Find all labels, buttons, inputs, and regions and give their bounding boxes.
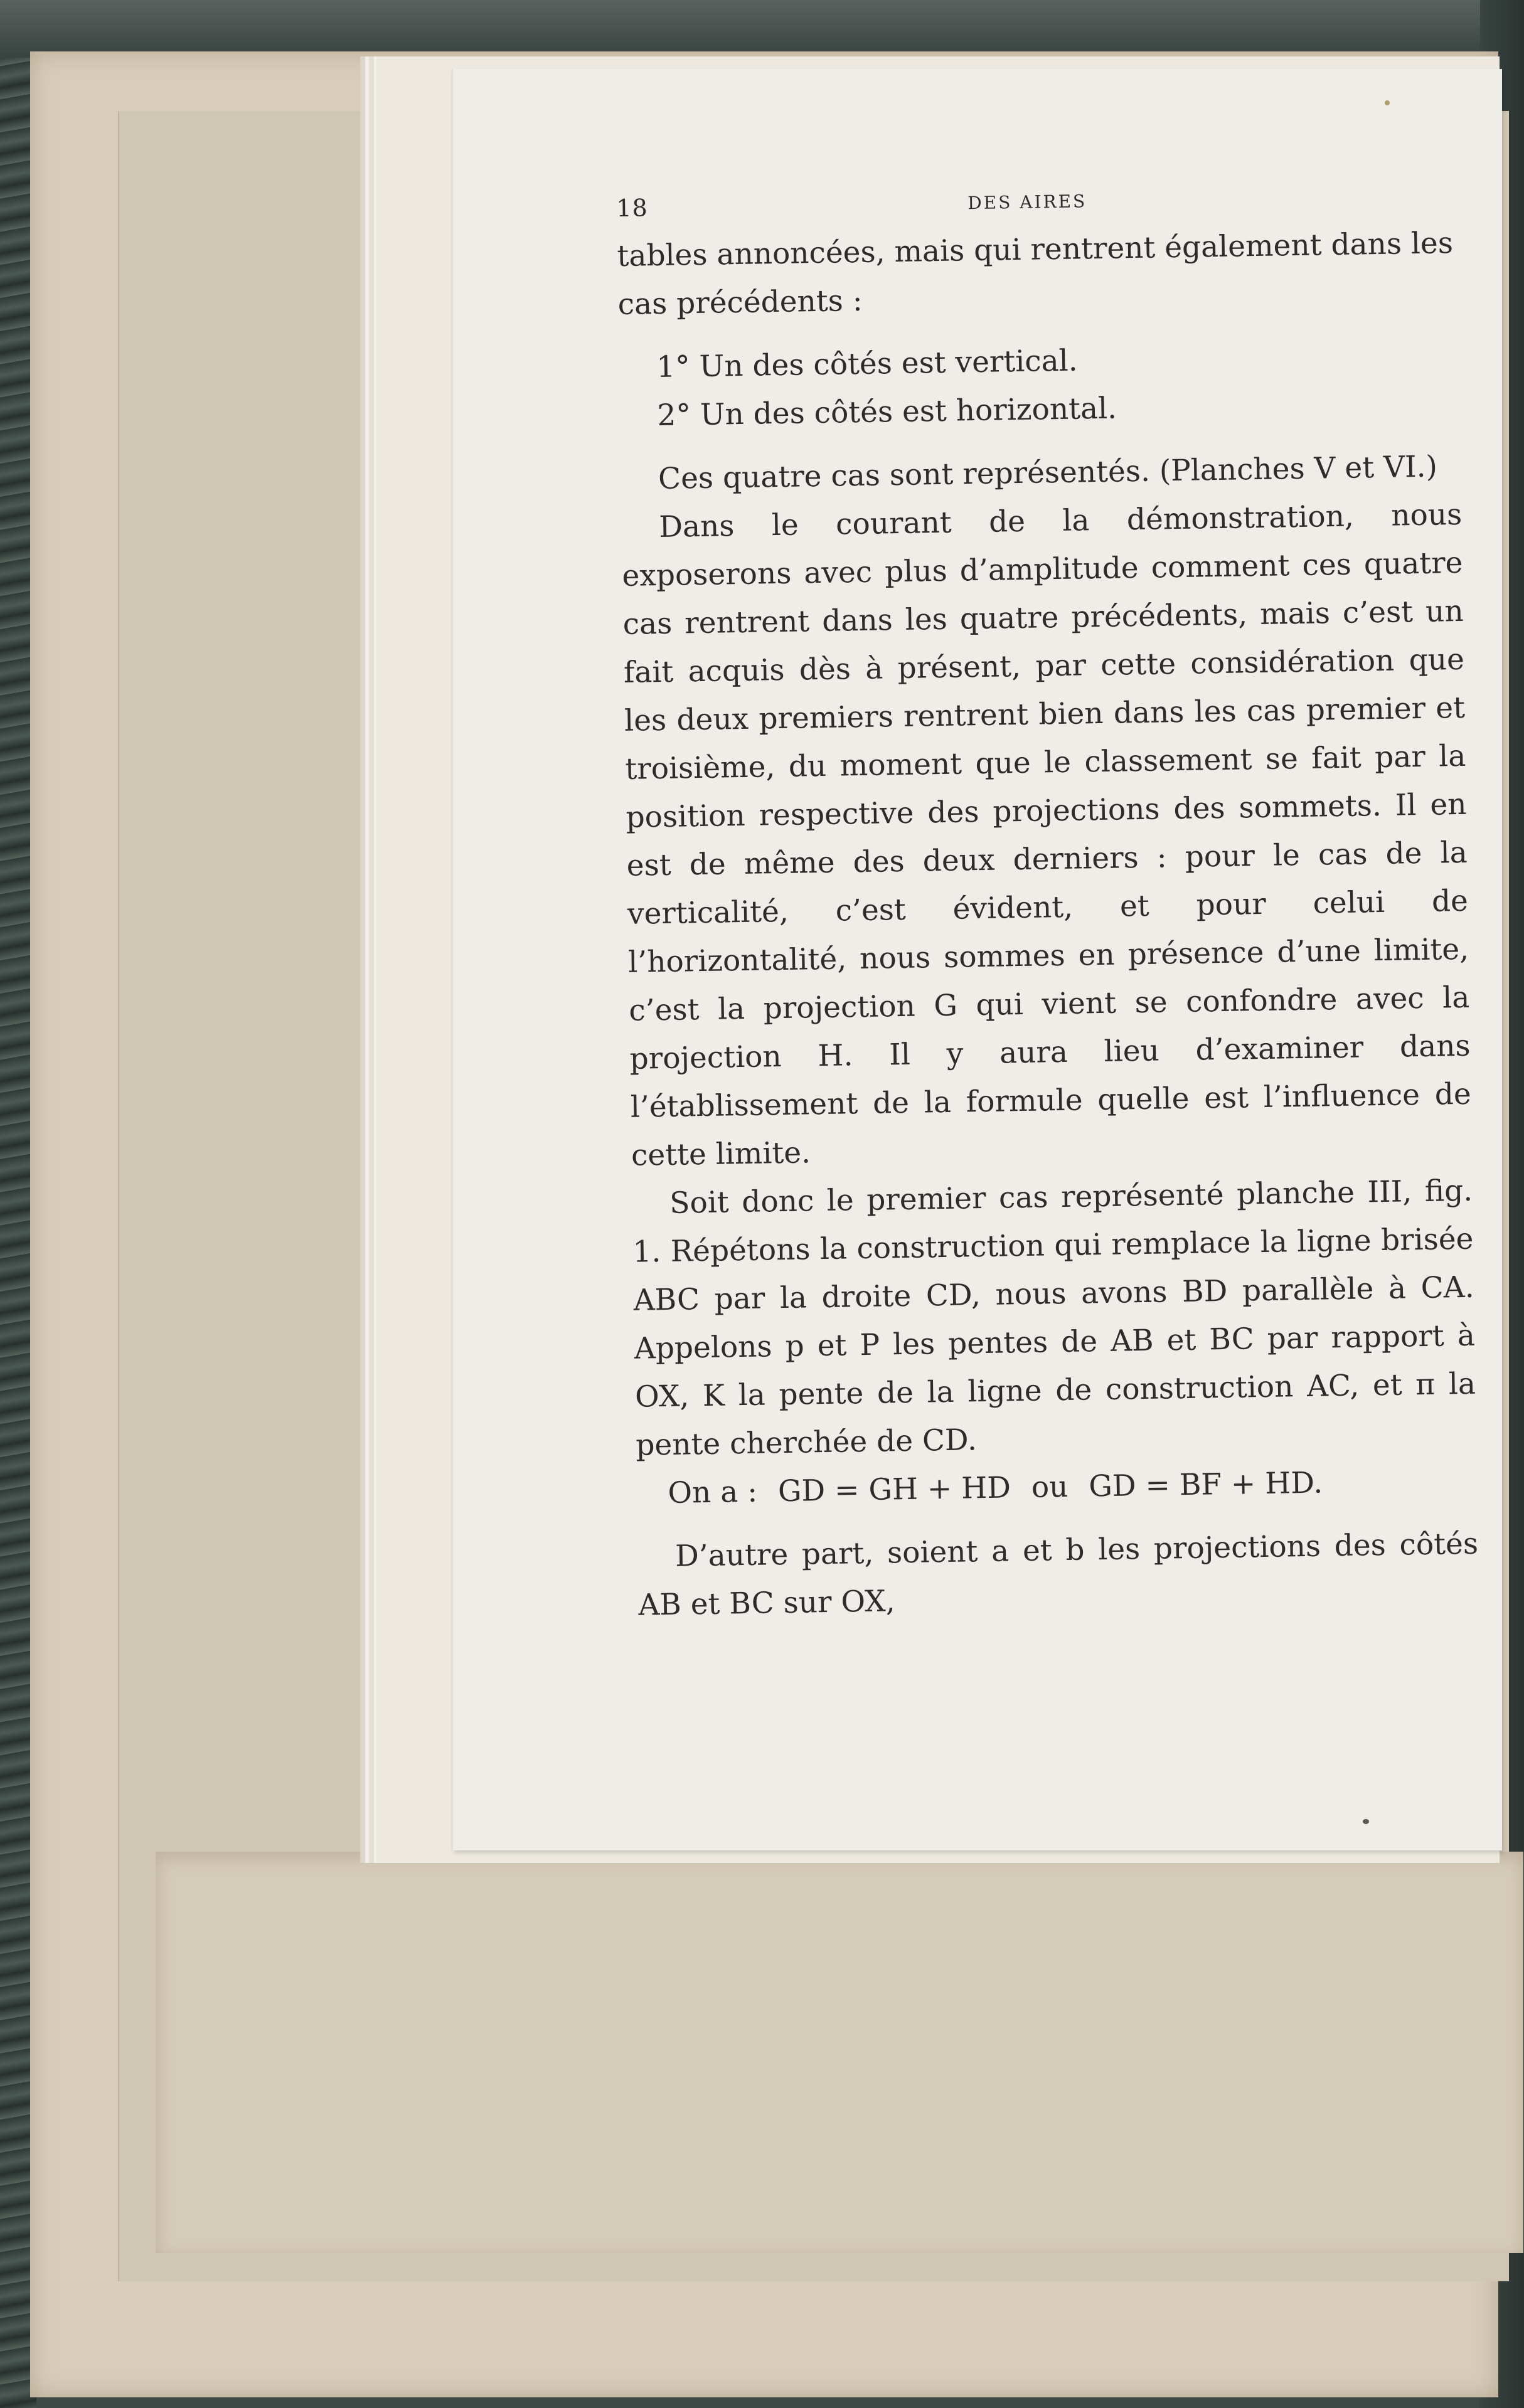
formula-connector: ou — [1031, 1469, 1068, 1505]
list-item-2: 2° Un des côtés est horizontal. — [657, 391, 1117, 433]
board-lower-panel — [156, 1852, 1523, 2253]
page-number: 18 — [616, 194, 649, 222]
ink-spot — [1385, 100, 1390, 105]
cover-top-strip — [0, 0, 1524, 58]
ink-spot — [1363, 1819, 1369, 1824]
paragraph-1-line-2: cas précédents : — [617, 283, 863, 322]
formula-lead: On a : — [668, 1474, 758, 1510]
page-text-block — [616, 181, 1479, 1630]
formula-equation-2: GD = BF + HD. — [1088, 1465, 1323, 1504]
formula-equation-1: GD = GH + HD — [777, 1470, 1011, 1509]
paragraph-2: Ces quatre cas sont représentés. (Planches V et VI.) — [658, 449, 1438, 496]
paragraph-3: Dans le courant de la démonstration, nous exposerons avec plus d’amplitude comment ces quatre cas rentrent dans les quatre précédents, mais c’est un fait acquis dès à présent, par cette considération que les deux premiers rentrent bien dans les cas premier et troisième, du moment que le classement se fait par la position respective des projections des sommets. Il en est de même des deux derniers : pour le cas de la verticalité, c’est évident, et pour celui de l’horizontalité, nous sommes en présence d’une limite, c’est la projection G qui vient se confondre avec la projection H. Il y aura lieu d’examiner dans l’établissement de la formule quelle est l’influence de cette limite. — [622, 497, 1472, 1173]
list-item-1: 1° Un des côtés est vertical. — [656, 343, 1079, 385]
paragraph-1-line-1: tables annoncées, mais qui rentrent également dans les — [617, 226, 1454, 273]
paragraph-5: D’autre part, soient a et b les projections des côtés AB et BC sur OX, — [637, 1526, 1479, 1623]
paragraph-4: Soit donc le premier cas représenté planche III, fig. 1. Répétons la construction qui remplace la ligne brisée ABC par la droite CD, nous avons BD parallèle à CA. Appelons p et P les pentes de AB et BC par rapport à OX, K la pente de la ligne de construction AC, et π la pente cherchée de CD. — [632, 1173, 1476, 1463]
book-page — [453, 69, 1502, 1850]
running-title: DES AIRES — [967, 191, 1087, 214]
